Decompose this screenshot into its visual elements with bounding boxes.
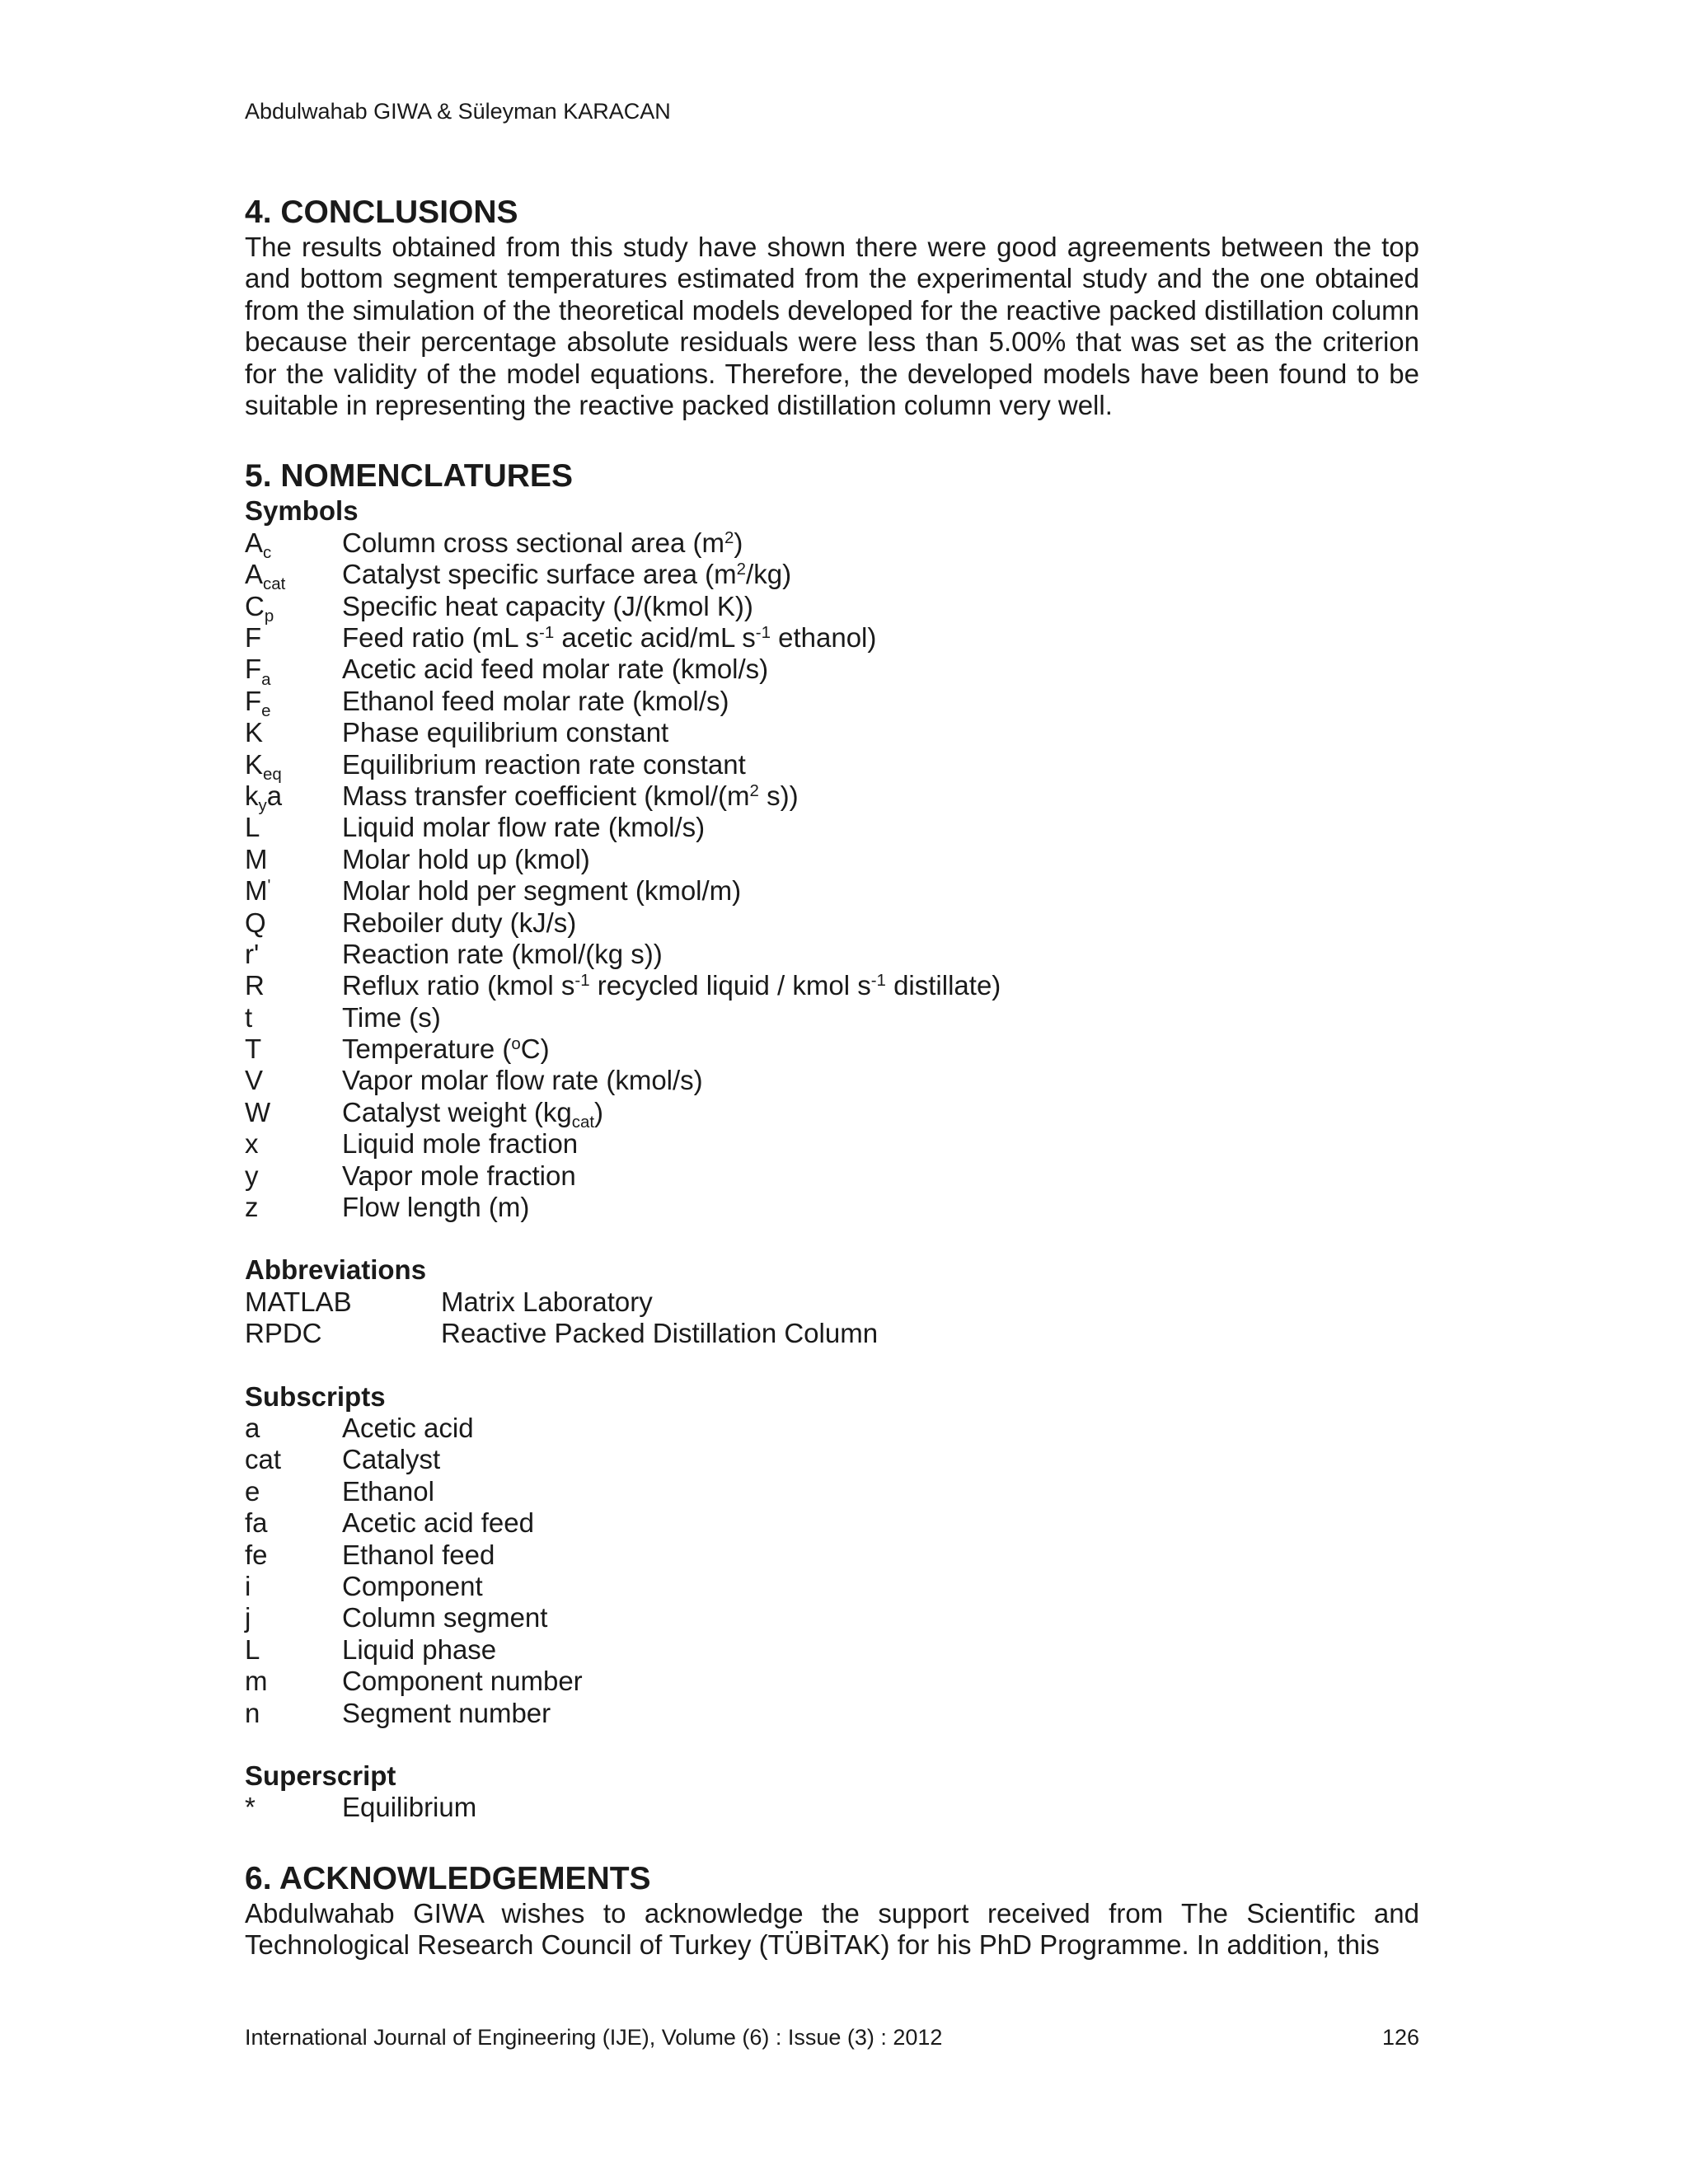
subscript-description: Column segment — [342, 1602, 548, 1633]
subscript-row — [245, 1634, 1419, 1666]
symbol-subscript: e — [261, 701, 271, 720]
symbol-description: Catalyst specific surface area $(m^2/kg)$ — [342, 559, 792, 590]
symbols-list — [245, 527, 1419, 1224]
subscript-term: e — [245, 1475, 260, 1507]
symbol-description: Vapor mole fraction — [342, 1160, 576, 1191]
abbreviations-title: Abbreviations — [245, 1254, 427, 1286]
symbol-row — [245, 1002, 1419, 1033]
symbol-description: Molar hold up (kmol) — [342, 843, 590, 874]
subscript-description: Ethanol — [342, 1475, 434, 1507]
description-subscript: cat — [571, 1113, 595, 1132]
acknowledgements-heading: 6. ACKNOWLEDGEMENTS — [245, 1860, 651, 1896]
nomenclatures-section — [245, 457, 1419, 1823]
conclusions-paragraph — [245, 232, 1419, 421]
symbol-description: Temperature ($^o$C) — [342, 1033, 550, 1065]
superscript-description: Equilibrium — [342, 1792, 477, 1823]
symbol-row — [245, 527, 1419, 562]
acknowledgements-section — [245, 1860, 1419, 1961]
symbol-row — [245, 1128, 1419, 1160]
subscript-term: cat — [245, 1444, 282, 1475]
symbol-row — [245, 590, 1419, 626]
conclusions-line: for the validity of the model equations. Therefore, the developed models have been found to be — [245, 358, 1419, 389]
symbol-row — [245, 1160, 1419, 1192]
symbol-row — [245, 1192, 1419, 1223]
symbol-description: Molar hold per segment (kmol/m) — [342, 875, 742, 907]
subscripts-list — [245, 1413, 1419, 1729]
symbol-subscript: y — [258, 796, 267, 816]
symbol-description: Column cross sectional area $(m^2)$ — [342, 527, 743, 558]
subscript-row — [245, 1602, 1419, 1633]
symbol-description: Reboiler duty (kJ/s) — [342, 907, 577, 938]
subscript-description: Liquid phase — [342, 1633, 497, 1665]
symbol-term: T — [245, 1033, 262, 1065]
symbol-description: Reflux ratio (kmol $s^{-1}$ recycled liquid / kmol $s^{-1}$ distillate) — [342, 970, 1001, 1001]
symbol-description: Phase equilibrium constant — [342, 717, 669, 748]
symbol-description: Ethanol feed molar rate (kmol/s) — [342, 685, 729, 716]
symbol-description: Mass transfer coefficient ($kmol/(m^2$ s)) — [342, 780, 799, 811]
subscript-row — [245, 1476, 1419, 1507]
symbol-term: y — [245, 1160, 259, 1191]
subscript-term: m — [245, 1666, 268, 1697]
running-head-authors: Abdulwahab GIWA & Süleyman KARACAN — [245, 99, 671, 124]
page-footer — [245, 2023, 1419, 2051]
subscript-description: Acetic acid feed — [342, 1507, 534, 1539]
symbol-term: L — [245, 812, 260, 843]
abbreviation-row — [245, 1318, 1419, 1349]
symbol-row — [245, 1033, 1419, 1065]
acknowledgements-paragraph — [245, 1898, 1419, 1961]
symbol-row — [245, 780, 1419, 816]
superscript-title: Superscript — [245, 1760, 396, 1791]
symbol-row — [245, 717, 1419, 748]
conclusions-line: and bottom segment temperatures estimated from the experimental study and the one obtained — [245, 263, 1419, 294]
symbol-row — [245, 1065, 1419, 1096]
symbol-row — [245, 970, 1419, 1001]
symbol-term: M' — [245, 875, 271, 907]
section-gap — [245, 421, 1419, 457]
symbol-term: M — [245, 843, 268, 874]
abbreviation-description: Reactive Packed Distillation Column — [441, 1318, 879, 1349]
symbol-term: $C_p$ — [245, 590, 274, 626]
symbol-description: Specific heat capacity (J/(kmol K)) — [342, 590, 753, 621]
symbol-term: z — [245, 1192, 259, 1223]
symbol-description: Time (s) — [342, 1001, 441, 1033]
subsection-gap — [245, 1223, 1419, 1254]
subscript-description: Component number — [342, 1666, 583, 1697]
subscript-term: i — [245, 1570, 251, 1601]
subscript-row — [245, 1571, 1419, 1602]
symbol-row — [245, 875, 1419, 907]
description-superscript: -1 — [870, 971, 886, 991]
conclusions-line: The results obtained from this study have shown there were good agreements between the top — [245, 232, 1419, 262]
description-superscript: 2 — [736, 559, 747, 579]
subsection-gap — [245, 1350, 1419, 1381]
symbol-row — [245, 844, 1419, 875]
subscript-term: fe — [245, 1539, 268, 1570]
symbol-description: Vapor molar flow rate (kmol/s) — [342, 1065, 703, 1096]
symbols-title: Symbols — [245, 495, 359, 527]
symbol-term: $F_e$ — [245, 685, 271, 720]
symbol-description: Liquid molar flow rate (kmol/s) — [342, 812, 706, 843]
subscript-term: L — [245, 1633, 260, 1665]
symbol-description: Acetic acid feed molar rate (kmol/s) — [342, 654, 769, 685]
section-gap — [245, 1824, 1419, 1860]
symbol-term: F — [245, 622, 262, 654]
subscript-description: Component — [342, 1570, 483, 1601]
symbol-description: Flow length (m) — [342, 1192, 530, 1223]
symbol-row — [245, 654, 1419, 689]
page-content — [245, 194, 1419, 1961]
subscript-term: a — [245, 1413, 260, 1444]
symbol-row — [245, 748, 1419, 784]
symbol-description: Equilibrium reaction rate constant — [342, 748, 746, 780]
page-number: 126 — [1381, 2025, 1419, 2050]
subsection-gap — [245, 1729, 1419, 1760]
symbol-term: $k_ya$ — [245, 780, 283, 816]
subscript-description: Segment number — [342, 1697, 551, 1728]
symbol-term: $F_a$ — [245, 654, 271, 689]
conclusions-line: because their percentage absolute residuals were less than 5.00% that was set as the criterion — [245, 326, 1419, 358]
symbol-subscript: c — [263, 543, 272, 562]
description-superscript: 2 — [724, 527, 734, 547]
subscript-row — [245, 1540, 1419, 1571]
symbol-term: R — [245, 970, 265, 1001]
abbreviation-description: Matrix Laboratory — [441, 1286, 653, 1317]
symbol-term: t — [245, 1001, 253, 1033]
symbol-subscript: a — [261, 669, 271, 689]
symbol-row — [245, 685, 1419, 720]
superscript-row — [245, 1792, 1419, 1823]
acknowledgements-line: Abdulwahab GIWA wishes to acknowledge the support received from The Scientific and — [245, 1897, 1419, 1929]
symbol-term: V — [245, 1065, 264, 1096]
abbreviation-row — [245, 1286, 1419, 1318]
subscript-description: Acetic acid — [342, 1413, 474, 1444]
subscript-term: j — [245, 1602, 251, 1633]
subscript-term: n — [245, 1697, 260, 1728]
symbol-subscript: cat — [263, 574, 286, 594]
abbreviation-term: RPDC — [245, 1318, 322, 1349]
subscript-row — [245, 1413, 1419, 1444]
description-superscript: -1 — [755, 622, 771, 642]
superscripts-list — [245, 1792, 1419, 1823]
acknowledgements-line: Technological Research Council of Turkey (TÜBİTAK) for his PhD Programme. In addition, this — [245, 1929, 1380, 1961]
symbol-description: Reaction rate (kmol/(kg s)) — [342, 938, 663, 969]
symbol-term: $A_c$ — [245, 527, 272, 562]
abbreviations-list — [245, 1286, 1419, 1350]
subscript-row — [245, 1444, 1419, 1475]
subscript-term: fa — [245, 1507, 268, 1539]
symbol-subscript: p — [264, 606, 274, 626]
symbol-description: Feed ratio (mL $s^{-1}$ acetic acid/mL $s^{-1}$ ethanol) — [342, 622, 877, 654]
conclusions-line: from the simulation of the theoretical models developed for the reactive packed distillation column — [245, 294, 1419, 326]
description-superscript: 2 — [749, 780, 759, 800]
subscripts-title: Subscripts — [245, 1380, 386, 1412]
symbol-term: Q — [245, 907, 266, 938]
symbol-description: Liquid mole fraction — [342, 1128, 579, 1160]
description-superscript: -1 — [574, 971, 590, 991]
description-superscript: -1 — [539, 622, 555, 642]
symbol-row — [245, 559, 1419, 594]
description-superscript: o — [511, 1033, 521, 1053]
conclusions-line: suitable in representing the reactive packed distillation column very well. — [245, 390, 1113, 421]
footer-journal: International Journal of Engineering (IJE), Volume (6) : Issue (3) : 2012 — [245, 2025, 943, 2050]
superscript-term: * — [245, 1792, 256, 1823]
subscript-row — [245, 1698, 1419, 1729]
subscript-row — [245, 1666, 1419, 1697]
subscript-description: Ethanol feed — [342, 1539, 495, 1570]
symbol-superscript: ' — [267, 875, 271, 895]
subscript-description: Catalyst — [342, 1444, 441, 1475]
nomenclatures-heading: 5. NOMENCLATURES — [245, 458, 573, 494]
symbol-term: x — [245, 1128, 259, 1160]
subscript-row — [245, 1507, 1419, 1539]
conclusions-section — [245, 194, 1419, 421]
symbol-description: Catalyst weight $(kg_{cat})$ — [342, 1096, 604, 1132]
symbol-term: K — [245, 717, 264, 748]
symbol-row — [245, 907, 1419, 939]
symbol-row — [245, 812, 1419, 843]
symbol-subscript: eq — [263, 764, 282, 784]
symbol-row — [245, 939, 1419, 970]
symbol-term: $K_{eq}$ — [245, 748, 282, 784]
conclusions-heading: 4. CONCLUSIONS — [245, 194, 518, 230]
symbol-row — [245, 1096, 1419, 1132]
symbol-term: r' — [245, 938, 260, 969]
symbol-term: $A_{cat}$ — [245, 559, 286, 594]
symbol-row — [245, 622, 1419, 654]
abbreviation-term: MATLAB — [245, 1286, 352, 1317]
symbol-term: W — [245, 1096, 271, 1127]
